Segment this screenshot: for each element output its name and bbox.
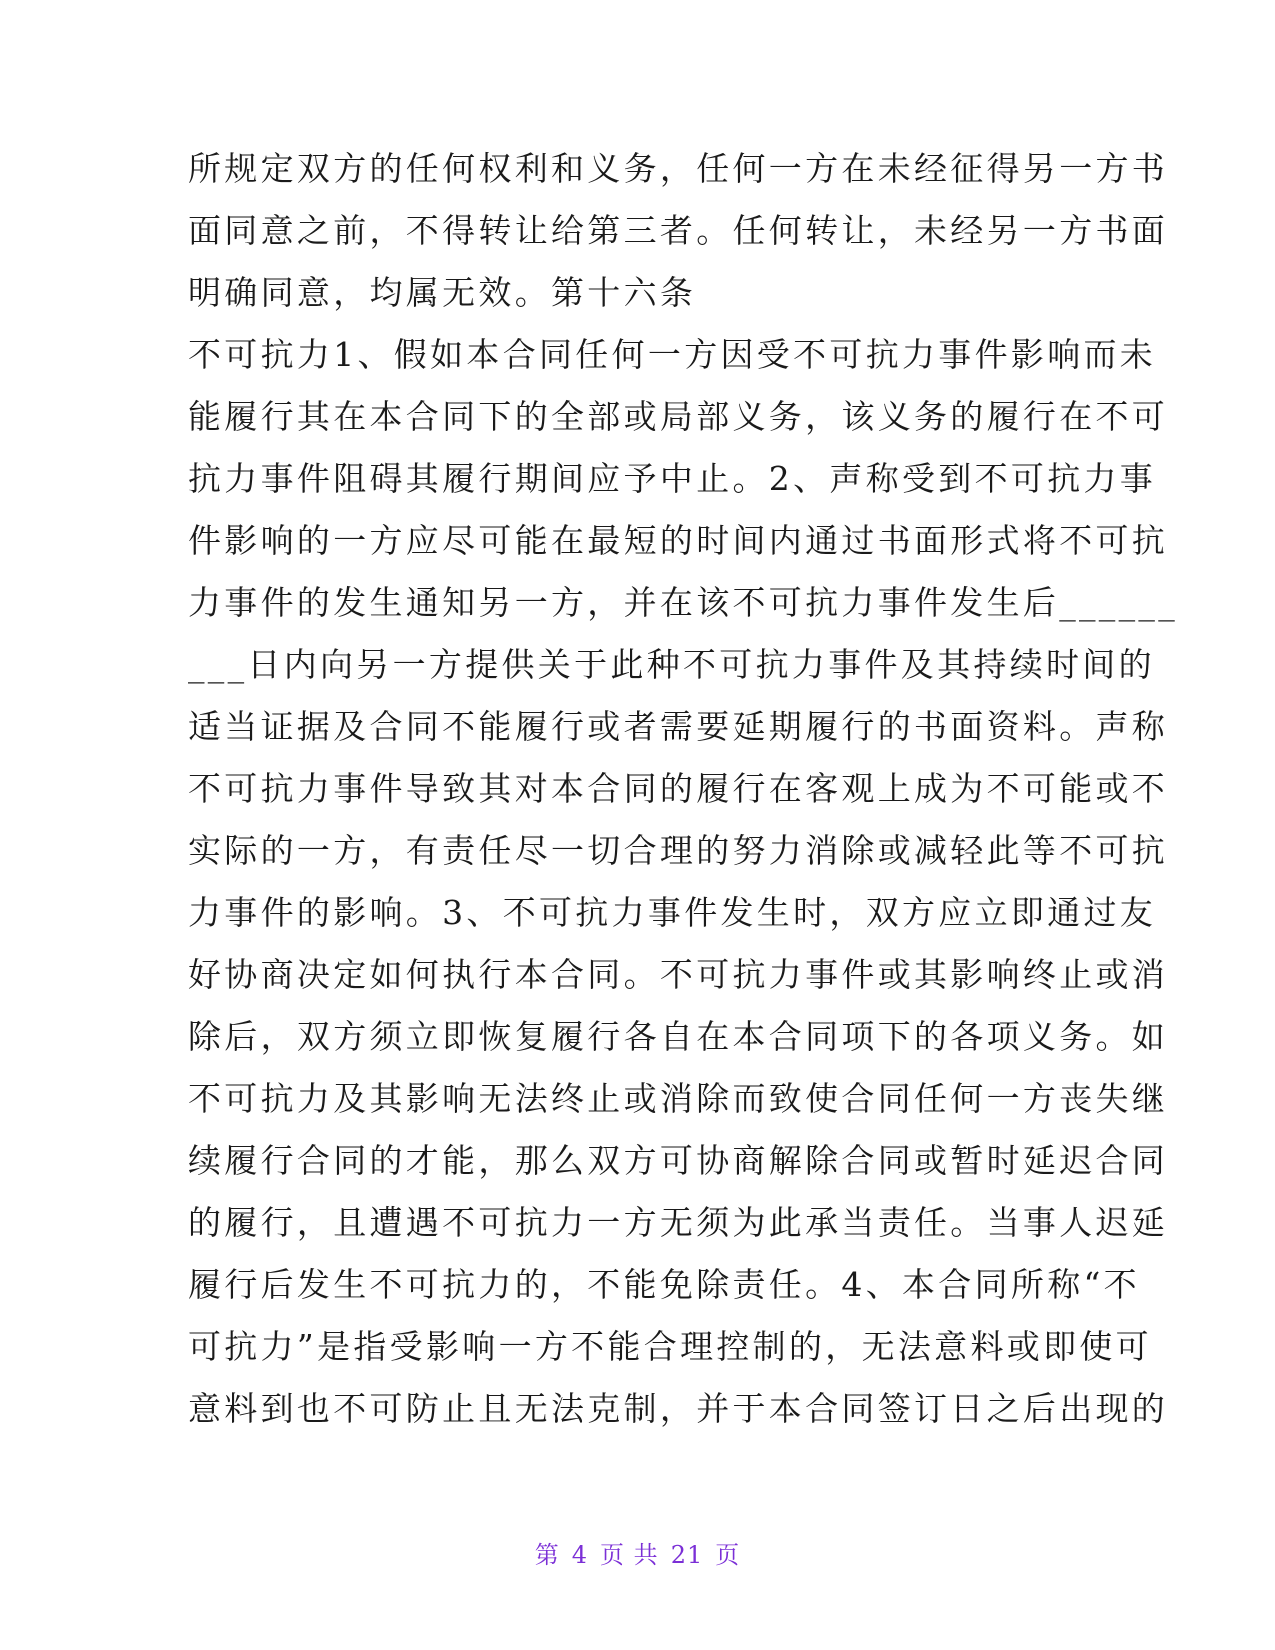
text-line: ___日内向另一方提供关于此种不可抗力事件及其持续时间的 bbox=[188, 645, 1155, 684]
footer-middle: 页 共 bbox=[600, 1541, 659, 1569]
text-line: 好协商决定如何执行本合同。不可抗力事件或其影响终止或消 bbox=[188, 955, 1169, 994]
text-line: 不可抗力及其影响无法终止或消除而致使合同任何一方丧失继 bbox=[188, 1079, 1169, 1118]
text-line: 实际的一方，有责任尽一切合理的努力消除或减轻此等不可抗 bbox=[188, 831, 1169, 870]
text-line: 适当证据及合同不能履行或者需要延期履行的书面资料。声称 bbox=[188, 707, 1169, 746]
footer-suffix: 页 bbox=[715, 1541, 741, 1569]
text-line: 能履行其在本合同下的全部或局部义务，该义务的履行在不可 bbox=[188, 397, 1169, 436]
text-line: 可抗力”是指受影响一方不能合理控制的，无法意料或即使可 bbox=[188, 1327, 1152, 1366]
text-line: 意料到也不可防止且无法克制，并于本合同签订日之后出现的 bbox=[188, 1389, 1169, 1428]
text-line: 不可抗力1、假如本合同任何一方因受不可抗力事件影响而未 bbox=[188, 335, 1157, 374]
text-line: 续履行合同的才能，那么双方可协商解除合同或暂时延迟合同 bbox=[188, 1141, 1169, 1180]
text-line: 力事件的影响。3、不可抗力事件发生时，双方应立即通过友 bbox=[188, 893, 1157, 932]
page-footer bbox=[0, 1535, 1275, 1570]
text-line: 除后，双方须立即恢复履行各自在本合同项下的各项义务。如 bbox=[188, 1017, 1169, 1056]
total-page-count: 21 bbox=[670, 1541, 704, 1569]
text-line: 抗力事件阻碍其履行期间应予中止。2、声称受到不可抗力事 bbox=[188, 459, 1157, 498]
text-line: 不可抗力事件导致其对本合同的履行在客观上成为不可能或不 bbox=[188, 769, 1169, 808]
text-line: 件影响的一方应尽可能在最短的时间内通过书面形式将不可抗 bbox=[188, 521, 1169, 560]
text-line: 所规定双方的任何权利和义务，任何一方在未经征得另一方书 bbox=[188, 149, 1169, 188]
document-body bbox=[188, 138, 1178, 1440]
text-line: 明确同意，均属无效。第十六条 bbox=[188, 273, 697, 312]
text-line: 力事件的发生通知另一方，并在该不可抗力事件发生后______ bbox=[188, 583, 1178, 622]
text-line: 履行后发生不可抗力的，不能免除责任。4、本合同所称“不 bbox=[188, 1265, 1140, 1304]
text-line: 的履行，且遭遇不可抗力一方无须为此承当责任。当事人迟延 bbox=[188, 1203, 1169, 1242]
text-line: 面同意之前，不得转让给第三者。任何转让，未经另一方书面 bbox=[188, 211, 1169, 250]
footer-prefix: 第 bbox=[534, 1541, 560, 1569]
current-page-number: 4 bbox=[571, 1541, 589, 1569]
